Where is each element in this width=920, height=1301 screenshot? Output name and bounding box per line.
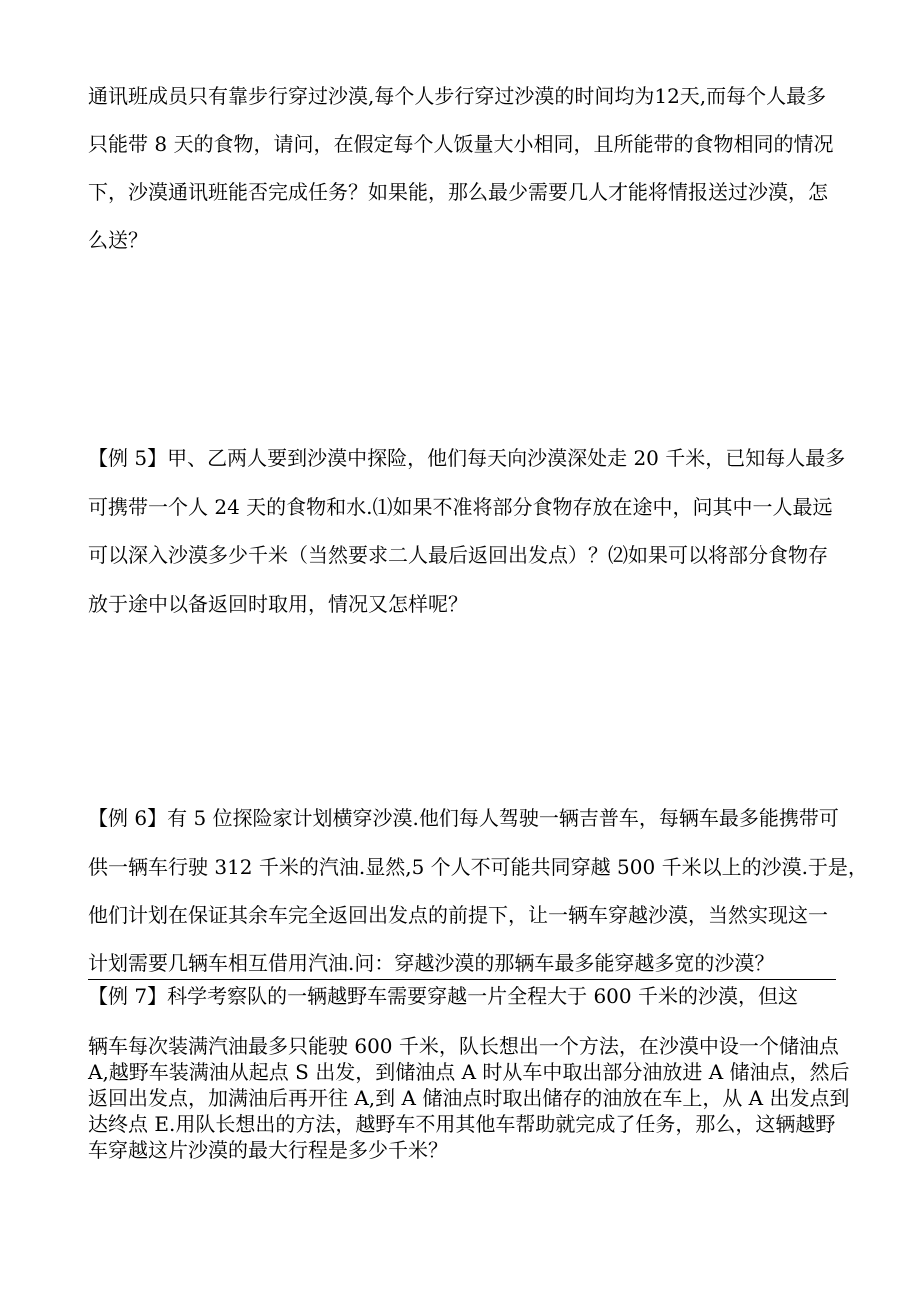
example6-line-2: 供一辆车行驶 312 千米的汽油.显然,5 个人不可能共同穿越 500 千米以上的沙漠.于是， [88, 855, 868, 879]
intro-line-1: 通讯班成员只有靠步行穿过沙漠,每个人步行穿过沙漠的时间均为12天,而每个人最多 [88, 84, 827, 108]
example7-line-2: 辆车每次装满汽油最多只能驶 600 千米，队长想出一个方法，在沙漠中设一个储油点 [88, 1034, 839, 1058]
example5-line-1: 【例 5】甲、乙两人要到沙漠中探险，他们每天向沙漠深处走 20 千米，已知每人最多 [88, 446, 846, 470]
example6-line-4: 计划需要几辆车相互借用汽油.问：穿越沙漠的那辆车最多能穿越多宽的沙漠？ [88, 951, 775, 975]
example7-line-4: 返回出发点，加满油后再开往 A,到 A 储油点时取出储存的油放在车上，从 A 出发点到 [88, 1086, 850, 1110]
example6-line-1: 【例 6】有 5 位探险家计划横穿沙漠.他们每人驾驶一辆吉普车，每辆车最多能携带可 [88, 806, 839, 830]
intro-line-2: 只能带 8 天的食物，请问，在假定每个人饭量大小相同，且所能带的食物相同的情况 [88, 132, 834, 156]
example5-line-4: 放于途中以备返回时取用，情况又怎样呢？ [88, 592, 468, 616]
example7-line-6: 车穿越这片沙漠的最大行程是多少千米？ [88, 1138, 448, 1162]
example7-line-5: 达终点 E.用队长想出的方法，越野车不用其他车帮助就完成了任务，那么，这辆越野 [88, 1112, 836, 1136]
example6-line-3: 他们计划在保证其余车完全返回出发点的前提下，让一辆车穿越沙漠，当然实现这一 [88, 903, 828, 927]
intro-line-4: 么送？ [88, 228, 148, 252]
intro-line-3: 下，沙漠通讯班能否完成任务？如果能，那么最少需要几人才能将情报送过沙漠，怎 [88, 180, 828, 204]
section-divider [88, 979, 836, 980]
example5-line-2: 可携带一个人 24 天的食物和水.⑴如果不准将部分食物存放在途中，问其中一人最远 [88, 495, 833, 519]
example7-line-3: A,越野车装满油从起点 S 出发，到储油点 A 时从车中取出部分油放进 A 储油点，然后 [88, 1060, 850, 1084]
example7-line-1: 【例 7】科学考察队的一辆越野车需要穿越一片全程大于 600 千米的沙漠，但这 [88, 984, 798, 1008]
example5-line-3: 可以深入沙漠多少千米（当然要求二人最后返回出发点）？⑵如果可以将部分食物存 [88, 543, 828, 567]
